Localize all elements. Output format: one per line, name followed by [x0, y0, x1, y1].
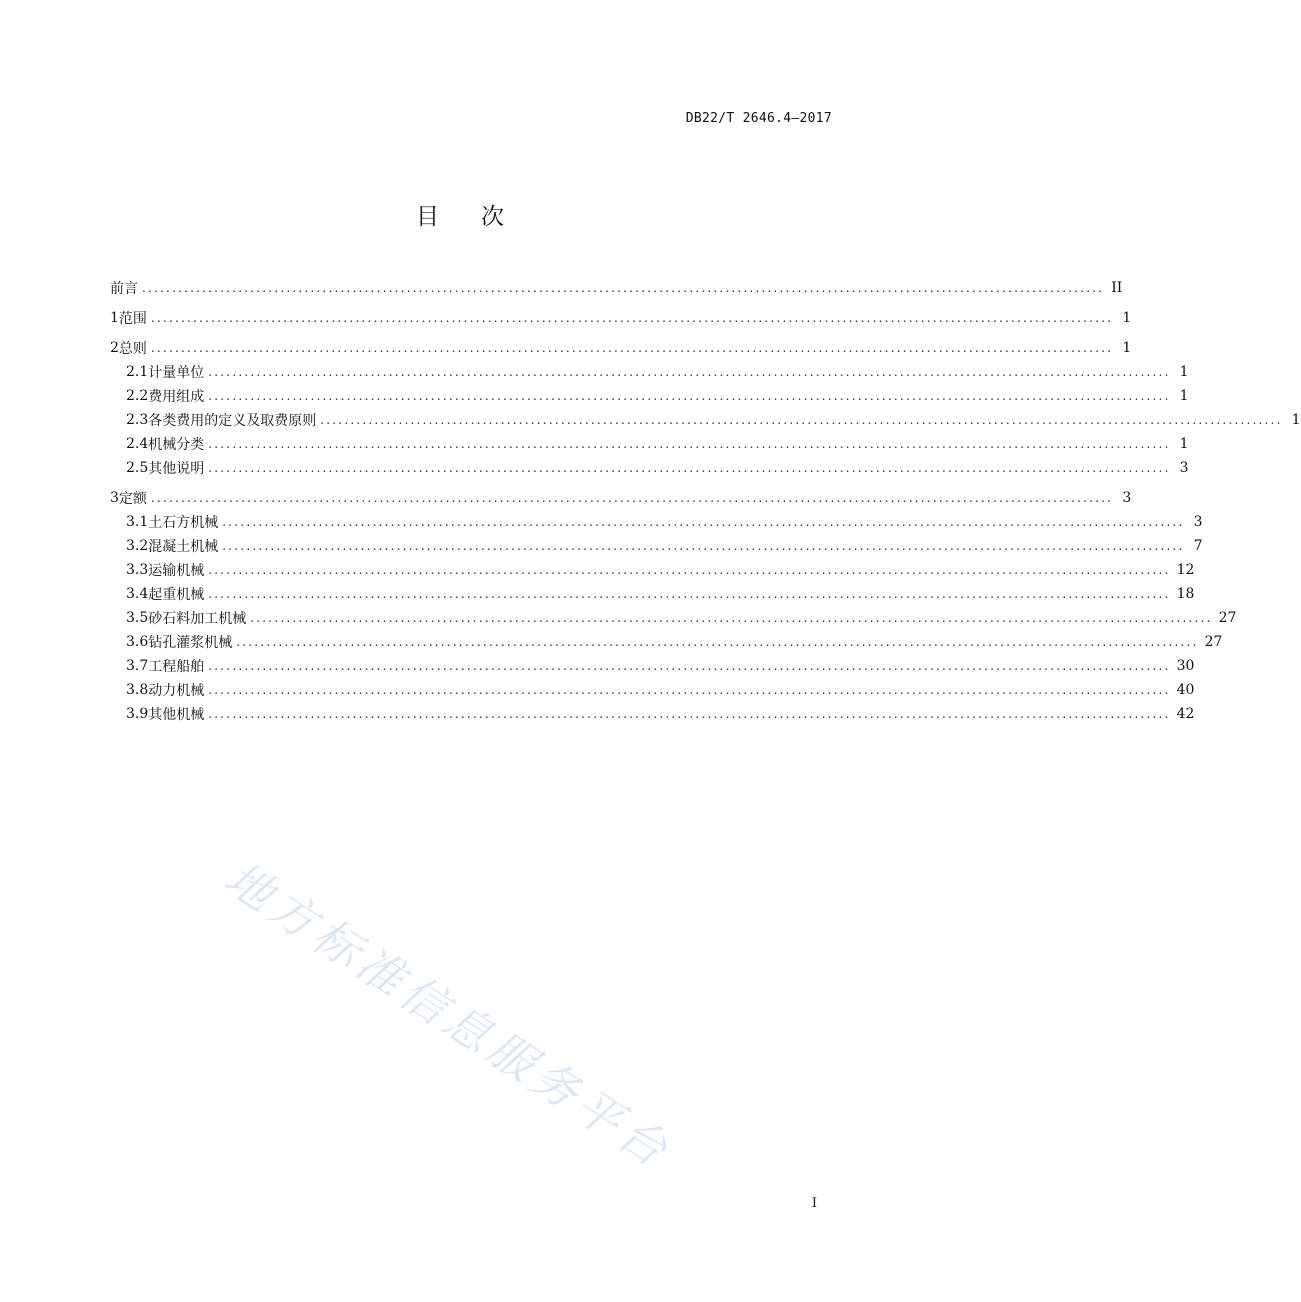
toc-entry[interactable] — [110, 276, 1123, 300]
toc-entry-number: 3.2 — [126, 538, 149, 554]
toc-entry-number: 3.5 — [126, 610, 149, 626]
page-number: I — [811, 1196, 817, 1211]
toc-entry-label: 机械分类 — [148, 437, 205, 453]
toc-entry[interactable] — [110, 654, 1195, 678]
watermark: 地方标准信息服务平台 — [215, 850, 682, 1180]
toc-entry-number: 2.5 — [126, 460, 149, 476]
toc-entry-label: 混凝土机械 — [148, 539, 219, 555]
toc-dot-leader: ................................................................................................................................................................ — [208, 587, 1171, 601]
toc-entry-page: 1 — [1179, 388, 1189, 404]
toc-entry-number: 3 — [110, 490, 119, 506]
toc-entry[interactable] — [110, 558, 1195, 582]
toc-dot-leader: ................................................................................................................................................................ — [208, 365, 1171, 379]
toc-entry-page: 42 — [1176, 706, 1195, 722]
toc-entry-label: 计量单位 — [148, 365, 205, 381]
toc-entry-number: 2 — [110, 340, 119, 356]
toc-entry-number: 3.1 — [126, 514, 149, 530]
toc-entry[interactable] — [110, 486, 1132, 510]
toc-entry-page: 1 — [1122, 340, 1132, 356]
toc-entry-label: 前言 — [110, 281, 138, 297]
toc-entry-number: 2.2 — [126, 388, 149, 404]
toc-entry-number: 3.3 — [126, 562, 149, 578]
toc-dot-leader: ................................................................................................................................................................ — [320, 413, 1283, 427]
toc-entry-page: 27 — [1218, 610, 1237, 626]
toc-entry[interactable] — [110, 510, 1203, 534]
toc-entry[interactable] — [110, 456, 1189, 480]
toc-entry-label: 其他机械 — [148, 707, 205, 723]
toc-dot-leader: ................................................................................................................................................................ — [150, 491, 1114, 505]
toc-entry-number: 2.1 — [126, 364, 149, 380]
toc-title-right: 次 — [481, 204, 504, 230]
document-code: DB22/T 2646.4—2017 — [685, 111, 832, 126]
toc-dot-leader: ................................................................................................................................................................ — [250, 611, 1213, 625]
toc-entry[interactable] — [110, 408, 1301, 432]
toc-dot-leader: ................................................................................................................................................................ — [208, 707, 1171, 721]
toc-entry-page: 3 — [1122, 490, 1132, 506]
toc-entry-page: 7 — [1193, 538, 1203, 554]
toc-entry-label: 费用组成 — [148, 389, 205, 405]
toc-dot-leader: ................................................................................................................................................................ — [208, 683, 1171, 697]
toc-dot-leader: ................................................................................................................................................................ — [236, 635, 1199, 649]
toc-entry-number: 2.3 — [126, 412, 149, 428]
toc-entry[interactable] — [110, 678, 1195, 702]
toc-entry-page: 1 — [1179, 364, 1189, 380]
toc-entry-number: 3.4 — [126, 586, 149, 602]
toc-entry-label: 工程船舶 — [148, 659, 205, 675]
toc-entry-number: 2.4 — [126, 436, 149, 452]
toc-entry[interactable] — [110, 582, 1195, 606]
toc-dot-leader: ................................................................................................................................................................ — [150, 311, 1114, 325]
toc-entry[interactable] — [110, 306, 1132, 330]
toc-entry-number: 1 — [110, 310, 119, 326]
toc-entry-page: 1 — [1122, 310, 1132, 326]
toc-entry-label: 土石方机械 — [148, 515, 219, 531]
toc-entry-label: 总则 — [118, 341, 147, 357]
toc-entry-label: 运输机械 — [148, 563, 205, 579]
toc-entry-label: 定额 — [118, 491, 147, 507]
toc-entry-label: 各类费用的定义及取费原则 — [148, 413, 317, 429]
toc-entry-number: 3.7 — [126, 658, 149, 674]
toc-dot-leader: ................................................................................................................................................................ — [208, 437, 1171, 451]
toc-entry-page: 1 — [1179, 436, 1189, 452]
toc-entry-page: 30 — [1176, 658, 1195, 674]
toc-entry-number: 3.8 — [126, 682, 149, 698]
toc-entry[interactable] — [110, 360, 1189, 384]
toc-entry[interactable] — [110, 384, 1189, 408]
toc-entry-label: 钻孔灌浆机械 — [148, 635, 233, 651]
toc-entry-page: 12 — [1176, 562, 1195, 578]
toc-entry-label: 砂石料加工机械 — [148, 611, 247, 627]
toc-entry-page: 3 — [1179, 460, 1189, 476]
toc-entry-page: 40 — [1176, 682, 1195, 698]
toc-entry[interactable] — [110, 702, 1195, 726]
toc-entry-page: 18 — [1176, 586, 1195, 602]
toc-dot-leader: ................................................................................................................................................................ — [208, 563, 1171, 577]
toc-entry-page: 27 — [1204, 634, 1223, 650]
toc-entry[interactable] — [110, 630, 1223, 654]
toc-entry-page: II — [1111, 280, 1123, 296]
toc-entry-number: 3.6 — [126, 634, 149, 650]
toc-dot-leader: ................................................................................................................................................................ — [222, 515, 1185, 529]
toc-dot-leader: ................................................................................................................................................................ — [208, 389, 1171, 403]
toc-title-left: 目 — [416, 204, 439, 230]
toc-dot-leader: ................................................................................................................................................................ — [208, 659, 1171, 673]
toc-dot-leader: ................................................................................................................................................................ — [208, 461, 1171, 475]
toc-entry[interactable] — [110, 336, 1132, 360]
toc-entry-page: 1 — [1291, 412, 1301, 428]
toc-entry[interactable] — [110, 432, 1189, 456]
toc-entry-page: 3 — [1193, 514, 1203, 530]
toc-entry[interactable] — [110, 534, 1203, 558]
toc-entry[interactable] — [110, 606, 1237, 630]
table-of-contents — [110, 276, 1301, 726]
toc-dot-leader: ................................................................................................................................................................ — [150, 341, 1114, 355]
toc-entry-number: 3.9 — [126, 706, 149, 722]
toc-title — [0, 198, 920, 231]
toc-dot-leader: ................................................................................................................................................................ — [142, 281, 1105, 295]
toc-entry-label: 动力机械 — [148, 683, 205, 699]
toc-entry-label: 起重机械 — [148, 587, 205, 603]
toc-entry-label: 其他说明 — [148, 461, 205, 477]
toc-dot-leader: ................................................................................................................................................................ — [222, 539, 1185, 553]
toc-entry-label: 范围 — [118, 311, 147, 327]
